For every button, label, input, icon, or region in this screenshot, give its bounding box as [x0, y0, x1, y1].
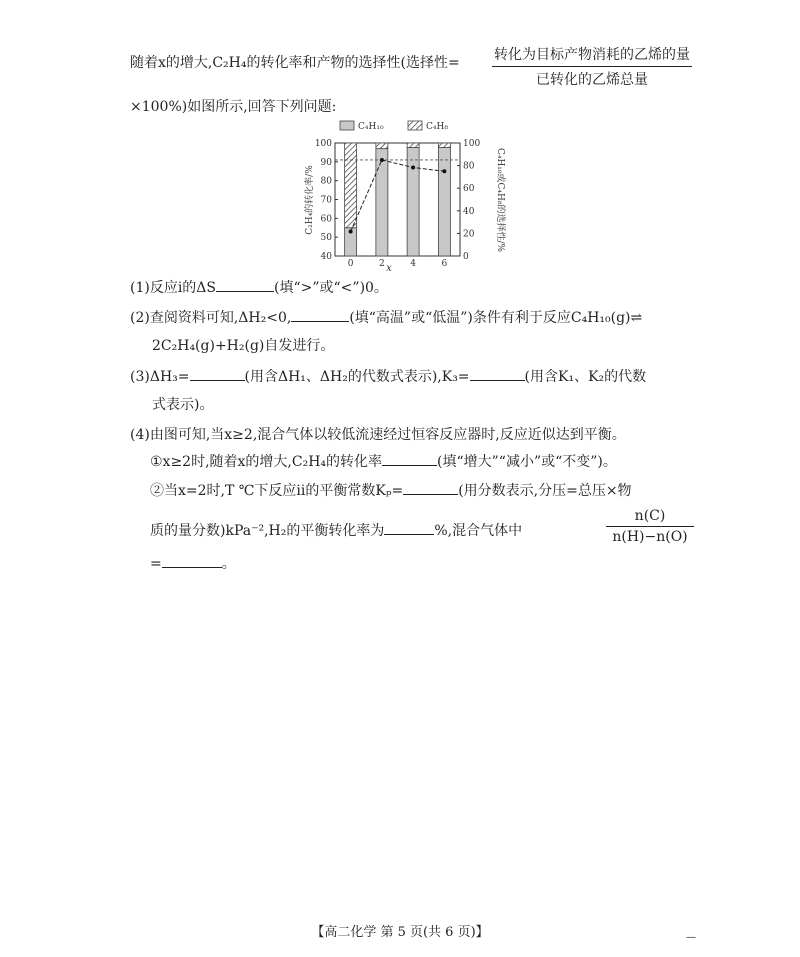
left-tick-label: 90	[320, 157, 332, 168]
ratio-denominator: n(H)−n(O)	[612, 529, 688, 545]
q4-part-2-text-b: (用分数表示,分压=总压×物	[458, 483, 632, 499]
question-4-part-2-line-2	[150, 520, 522, 540]
q2-line-2: 2C₂H₄(g)+H₂(g)自发进行。	[152, 338, 335, 354]
q3-answer-blank-2[interactable]	[470, 379, 525, 381]
right-tick-label: 40	[463, 206, 475, 217]
mole-ratio-fraction	[606, 508, 694, 545]
left-axis-label: C₂H₄的转化率/%	[305, 165, 315, 235]
q4-part-2-text-d: %,混合气体中	[434, 523, 523, 539]
question-2-line-2	[152, 335, 334, 355]
bar-c4h8	[376, 143, 388, 149]
bar-c4h8	[407, 143, 419, 148]
bar-c4h10	[376, 149, 388, 256]
conversion-point	[380, 158, 384, 162]
right-axis-label: C₄H₁₀或C₄H₈的选择性/%	[495, 147, 505, 253]
legend-label-c4h10: C₄H₁₀	[358, 122, 384, 132]
fraction-numerator: 转化为目标产物消耗的乙烯的量	[492, 44, 692, 67]
intro-line-1	[130, 52, 460, 72]
intro-text-1: 随着x的增大,C₂H₄的转化率和产物的选择性(选择性=	[130, 55, 460, 71]
page-footer: 【高二化学 第 5 页(共 6 页)】	[311, 925, 489, 940]
question-3	[130, 366, 646, 386]
bar-c4h8	[345, 143, 357, 228]
q4-part-2-blank-3[interactable]	[162, 566, 222, 568]
q1-answer-blank[interactable]	[216, 290, 274, 292]
left-tick-label: 100	[314, 139, 332, 149]
right-axis	[457, 139, 480, 262]
q3-text-3: (用含K₁、K₂的代数	[524, 369, 647, 385]
question-4-part-2	[150, 480, 632, 500]
left-tick-label: 70	[320, 195, 332, 206]
q4-part-2-text-c: 质的量分数)kPa⁻²,H₂的平衡转化率为	[150, 523, 385, 539]
q3-answer-blank-1[interactable]	[190, 379, 245, 381]
question-3-line-2	[152, 394, 213, 414]
bar-c4h10	[438, 148, 450, 256]
conversion-point	[349, 230, 353, 234]
intro-line-2	[130, 96, 336, 116]
q2-text-2: (填“高温”或“低温”)条件有利于反应C₄H₁₀(g)⇌	[349, 310, 643, 326]
bar-c4h10	[407, 148, 419, 256]
q3-line-2: 式表示)。	[152, 397, 214, 413]
right-tick-label: 80	[463, 161, 475, 172]
q1-text-2: (填“>”或“<”)0。	[274, 280, 388, 296]
q4-part-1-text-b: (填“增大”“减小”或“不变”)。	[437, 454, 617, 470]
conversion-line	[351, 160, 445, 232]
q4-part-1-blank[interactable]	[382, 464, 437, 466]
selectivity-fraction	[492, 44, 692, 89]
legend-swatch-c4h8	[408, 121, 422, 130]
q4-line-1: (4)由图可知,当x≥2,混合气体以较低流速经过恒容反应器时,反应近似达到平衡。	[130, 427, 626, 443]
intro-text-2: ×100%)如图所示,回答下列问题:	[130, 99, 337, 115]
q3-text-2: (用含ΔH₁、ΔH₂的代数式表示),K₃=	[244, 369, 470, 385]
legend-swatch-c4h10	[340, 121, 354, 130]
q4-part-2-text-a: ②当x=2时,T ℃下反应ⅱ的平衡常数Kₚ=	[150, 483, 404, 499]
q4-part-2-blank-2[interactable]	[384, 533, 434, 535]
right-tick-label: 60	[463, 184, 475, 195]
question-4-part-2-line-3: = 。	[150, 556, 236, 572]
ratio-numerator: n(C)	[606, 508, 694, 527]
q1-text-1: (1)反应ⅰ的ΔS	[130, 280, 217, 296]
right-tick-label: 100	[463, 139, 481, 149]
question-1	[130, 277, 388, 297]
q4-equals: =	[150, 556, 162, 572]
bar-c4h8	[438, 143, 450, 148]
right-tick-label: 0	[463, 252, 469, 262]
question-4-part-1	[150, 451, 617, 471]
x-axis	[348, 259, 448, 269]
right-tick-label: 20	[463, 229, 475, 240]
conversion-selectivity-chart	[300, 115, 510, 275]
left-tick-label: 50	[320, 233, 332, 244]
x-tick-label: 2	[379, 259, 385, 269]
x-tick-label: 6	[441, 259, 448, 269]
left-tick-label: 80	[320, 176, 332, 187]
q2-text-1: (2)查阅资料可知,ΔH₂<0,	[130, 310, 292, 326]
conversion-point	[442, 169, 446, 173]
left-tick-label: 40	[320, 252, 332, 262]
chart-legend	[340, 121, 448, 132]
question-4	[130, 424, 626, 444]
q2-answer-blank[interactable]	[291, 320, 349, 322]
q4-part-2-blank-1[interactable]	[403, 493, 458, 495]
q3-text-1: (3)ΔH₃=	[130, 369, 190, 385]
x-tick-label: 4	[410, 259, 416, 269]
legend-label-c4h8: C₄H₈	[426, 122, 448, 132]
corner-mark: —	[686, 932, 696, 943]
x-tick-label: 0	[347, 259, 354, 269]
fraction-denominator: 已转化的乙烯总量	[536, 72, 648, 88]
q4-part-1-text-a: ①x≥2时,随着x的增大,C₂H₄的转化率	[150, 454, 383, 470]
question-2	[130, 307, 642, 327]
left-tick-label: 60	[320, 214, 332, 225]
conversion-point	[411, 165, 415, 169]
x-axis-label: x	[386, 263, 392, 274]
